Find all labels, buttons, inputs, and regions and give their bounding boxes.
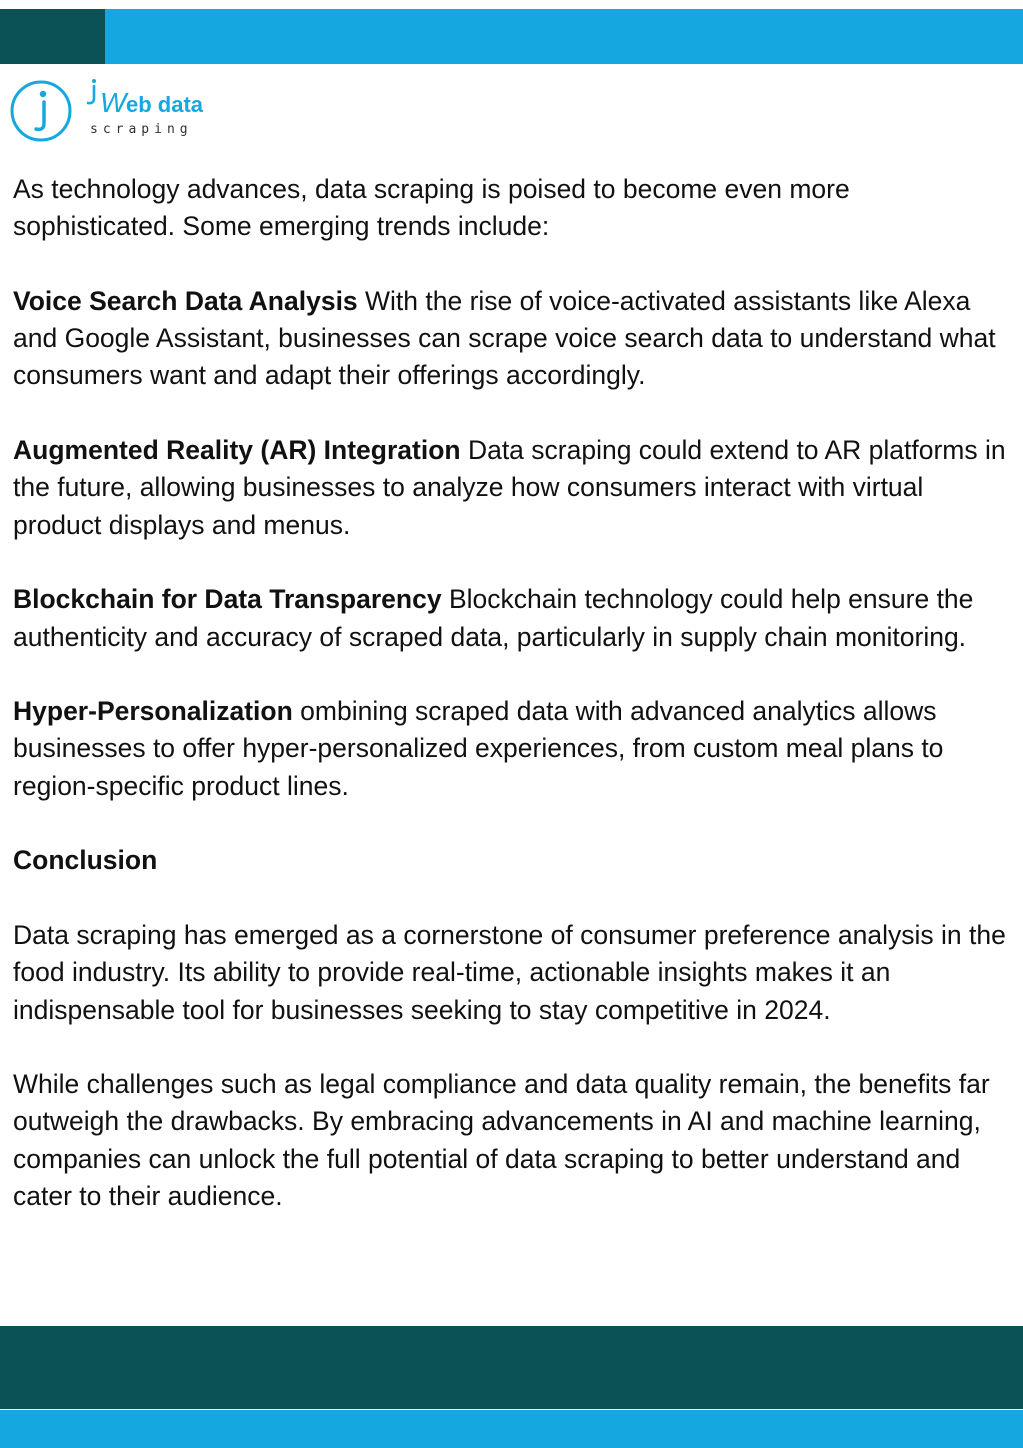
footer-band (0, 1326, 1023, 1409)
svg-text:scraping: scraping (90, 122, 193, 137)
trend-title: Hyper-Personalization (13, 696, 293, 727)
trend-body: Data scraping could extend to AR platforms in the future, allowing businesses to analyze how consumers interact with virtual product displays and menus. (13, 435, 1006, 540)
trend-voice-search (13, 283, 1013, 395)
conclusion-paragraph-2: While challenges such as legal compliance and data quality remain, the benefits far outweigh the drawbacks. By embracing advancements in AI and machine learning, companies can unlock the full potential of data scraping to better understand and cater to their audience. (13, 1069, 990, 1212)
trend-body: ombining scraped data with advanced analytics allows businesses to offer hyper-personalized experiences, from custom meal plans to region-specific product lines. (13, 696, 944, 801)
header-band-accent (0, 9, 105, 64)
trend-hyper-personalization (13, 693, 1013, 805)
trend-blockchain (13, 581, 1013, 656)
article-body (13, 171, 1013, 1253)
svg-text:W: W (100, 87, 127, 118)
brand-logo (8, 78, 238, 148)
trend-title: Augmented Reality (AR) Integration (13, 435, 461, 466)
conclusion-paragraph-1: Data scraping has emerged as a cornerstone of consumer preference analysis in the food industry. Its ability to provide real-time, actionable insights makes it an indispensable tool for businesses seeking to stay competitive in 2024. (13, 919, 1006, 1025)
intro-paragraph: As technology advances, data scraping is poised to become even more sophisticated. Some emerging trends include: (13, 174, 850, 242)
iweb-logo-icon (8, 78, 238, 148)
svg-text:eb data: eb data (126, 92, 204, 117)
conclusion-heading (13, 842, 1013, 879)
footer-band-accent (0, 1410, 1023, 1448)
header-band (0, 9, 1023, 64)
trend-title: Blockchain for Data Transparency (13, 584, 442, 615)
trend-body: With the rise of voice-activated assistants like Alexa and Google Assistant, businesses can scrape voice search data to understand what consumers want and adapt their offerings accordingly. (13, 285, 996, 391)
conclusion-title: Conclusion (13, 845, 158, 876)
trend-ar-integration (13, 432, 1013, 544)
trend-body: Blockchain technology could help ensure the authenticity and accuracy of scraped data, particularly in supply chain monitoring. (13, 584, 974, 652)
trend-title: Voice Search Data Analysis (13, 285, 358, 316)
